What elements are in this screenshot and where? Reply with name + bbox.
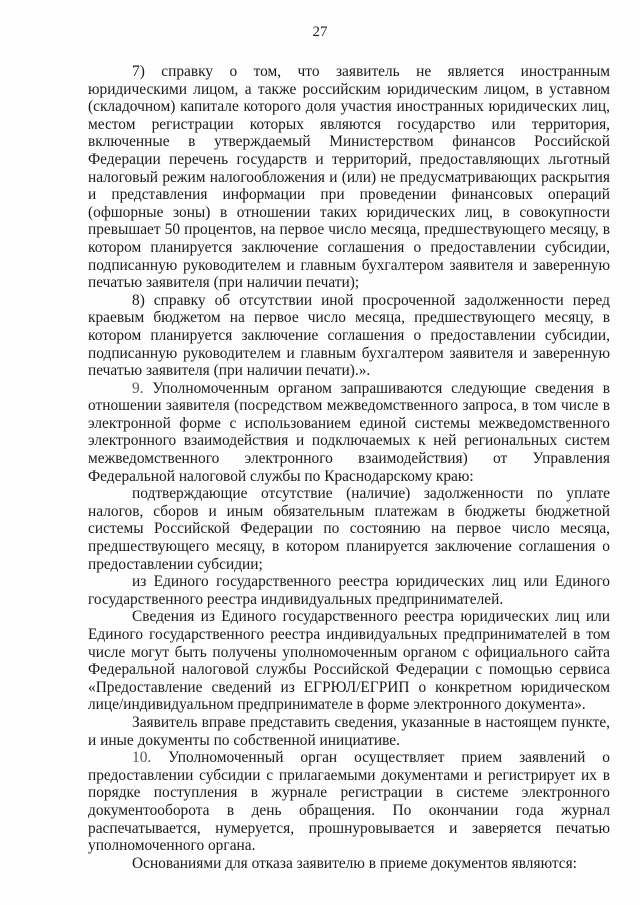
paragraph-registry-online: Сведения из Единого государственного реестра юридических лиц или Единого государственного реестра индивидуальных предпринимателей в том числе могут быть получены уполномоченным органом с официального сайта Федеральной налоговой службы Российской Федерации с помощью сервиса «Предоставление сведений из ЕГРЮЛ/ЕГРИП о конкретном юридическом лице/индивидуальном предпринимателе в форме электронного документа». bbox=[88, 608, 610, 714]
page-number: 27 bbox=[312, 24, 328, 40]
paragraph-tax-debt: подтверждающие отсутствие (наличие) задолженности по уплате налогов, сборов и иным обязательным платежам в бюджеты бюджетной системы Российской Федерации по состоянию на первое число месяца, предшествующего месяцу, в котором планируется заключение соглашения о предоставлении субсидии; bbox=[88, 485, 610, 573]
paragraph-clause-10: 10. Уполномоченный орган осуществляет прием заявлений о предоставлении субсидии с прилагаемыми документами и регистрирует их в порядке поступления в журнале регистрации в системе электронного документооборота в день обращения. По окончании года журнал распечатывается, нумеруется, прошнуровывается и заверяется печатью уполномоченного органа. bbox=[88, 749, 610, 855]
clause-number: 10. bbox=[132, 749, 152, 767]
paragraph-registry: из Единого государственного реестра юридических лиц или Единого государственного реестра индивидуальных предпринимателей. bbox=[88, 573, 610, 608]
document-body bbox=[88, 63, 610, 872]
paragraph-item-7: 7) справку о том, что заявитель не является иностранным юридическими лицом, а также российским юридическим лицом, в уставном (складочном) капитале которого доля участия иностранных юридических лиц, местом регистрации которых являются государство или территория, включенные в утверждаемый Министерством финансов Российской Федерации перечень государств и территорий, предоставляющих льготный налоговый режим налогообложения и (или) не предусматривающих раскрытия и представления информации при проведении финансовых операций (офшорные зоны) в отношении таких юридических лиц, в совокупности превышает 50 процентов, на первое число месяца, предшествующего месяцу, в котором планируется заключение соглашения о предоставлении субсидии, подписанную руководителем и главным бухгалтером заявителя и заверенную печатью заявителя (при наличии печати); bbox=[88, 63, 610, 292]
paragraph-own-initiative: Заявитель вправе представить сведения, указанные в настоящем пункте, и иные документы по собственной инициативе. bbox=[88, 713, 610, 749]
clause-number: 9. bbox=[132, 379, 144, 397]
paragraph-item-8: 8) справку об отсутствии иной просроченной задолженности перед краевым бюджетом на первое число месяца, предшествующего месяцу, в котором планируется заключение соглашения о предоставлении субсидии, подписанную руководителем и главным бухгалтером заявителя и заверенную печатью заявителя (при наличии печати).». bbox=[88, 291, 610, 380]
paragraph-clause-9: 9. Уполномоченным органом запрашиваются следующие сведения в отношении заявителя (посредством межведомственного запроса, в том числе в электронной форме с использованием единой системы межведомственного электронного взаимодействия и подключаемых к ней региональных систем межведомственного электронного взаимодействия) от Управления Федеральной налоговой службы по Краснодарскому краю: bbox=[88, 379, 610, 485]
paragraph-refusal-grounds: Основаниями для отказа заявителю в приеме документов являются: bbox=[132, 854, 577, 872]
